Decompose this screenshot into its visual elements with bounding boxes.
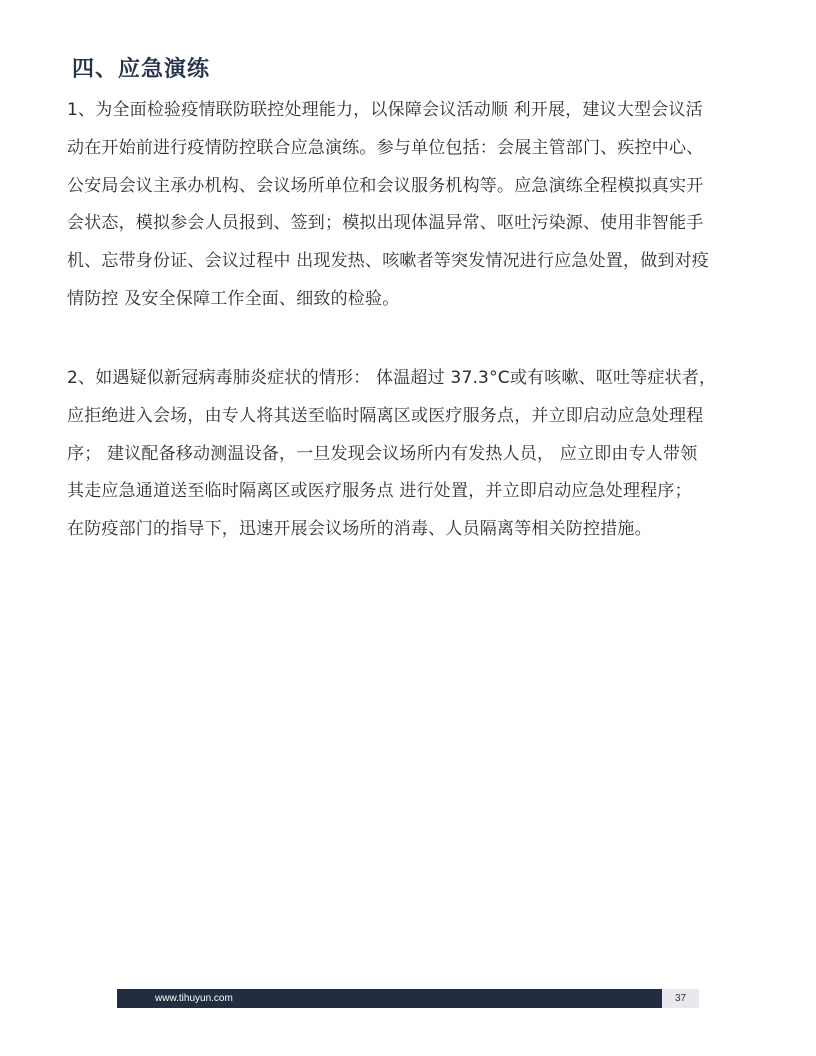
- paragraph-line: 机、忘带身份证、会议过程中 出现发热、咳嗽者等突发情况进行应急处置，做到对疫: [67, 251, 710, 272]
- paragraph-drill-overview: [67, 92, 767, 319]
- section-heading: 四、应急演练: [72, 57, 211, 82]
- paragraph-line: 1、为全面检验疫情联防联控处理能力，以保障会议活动顺 利开展，建议大型会议活: [67, 100, 703, 120]
- paragraph-line: 应拒绝进入会场，由专人将其送至临时隔离区或医疗服务点，并立即启动应急处理程: [67, 405, 704, 426]
- paragraph-line: 在防疫部门的指导下，迅速开展会议场所的消毒、人员隔离等相关防控措施。: [67, 519, 652, 540]
- paragraph-line: 情防控 及安全保障工作全面、细致的检验。: [67, 288, 400, 309]
- paragraph-suspected-case-handling: [67, 360, 767, 549]
- footer-website-link[interactable]: www.tihuyun.com: [155, 993, 233, 1004]
- paragraph-line: 其走应急通道送至临时隔离区或医疗服务点 进行处置，并立即启动应急处理程序；: [67, 481, 692, 502]
- paragraph-line: 动在开始前进行疫情防控联合应急演练。参与单位包括：会展主管部门、疾控中心、: [67, 137, 704, 158]
- paragraph-line: 公安局会议主承办机构、会议场所单位和会议服务机构等。应急演练全程模拟真实开: [67, 175, 704, 196]
- paragraph-line: 会状态，模拟参会人员报到、签到；模拟出现体温异常、呕吐污染源、使用非智能手: [67, 213, 704, 234]
- page-number: 37: [662, 989, 699, 1008]
- footer-bar: [117, 989, 662, 1008]
- paragraph-line: 序； 建议配备移动测温设备，一旦发现会议场所内有发热人员， 应立即由专人带领: [67, 443, 698, 464]
- paragraph-line: 2、如遇疑似新冠病毒肺炎症状的情形： 体温超过 37.3°C或有咳嗽、呕吐等症状者，: [67, 368, 717, 388]
